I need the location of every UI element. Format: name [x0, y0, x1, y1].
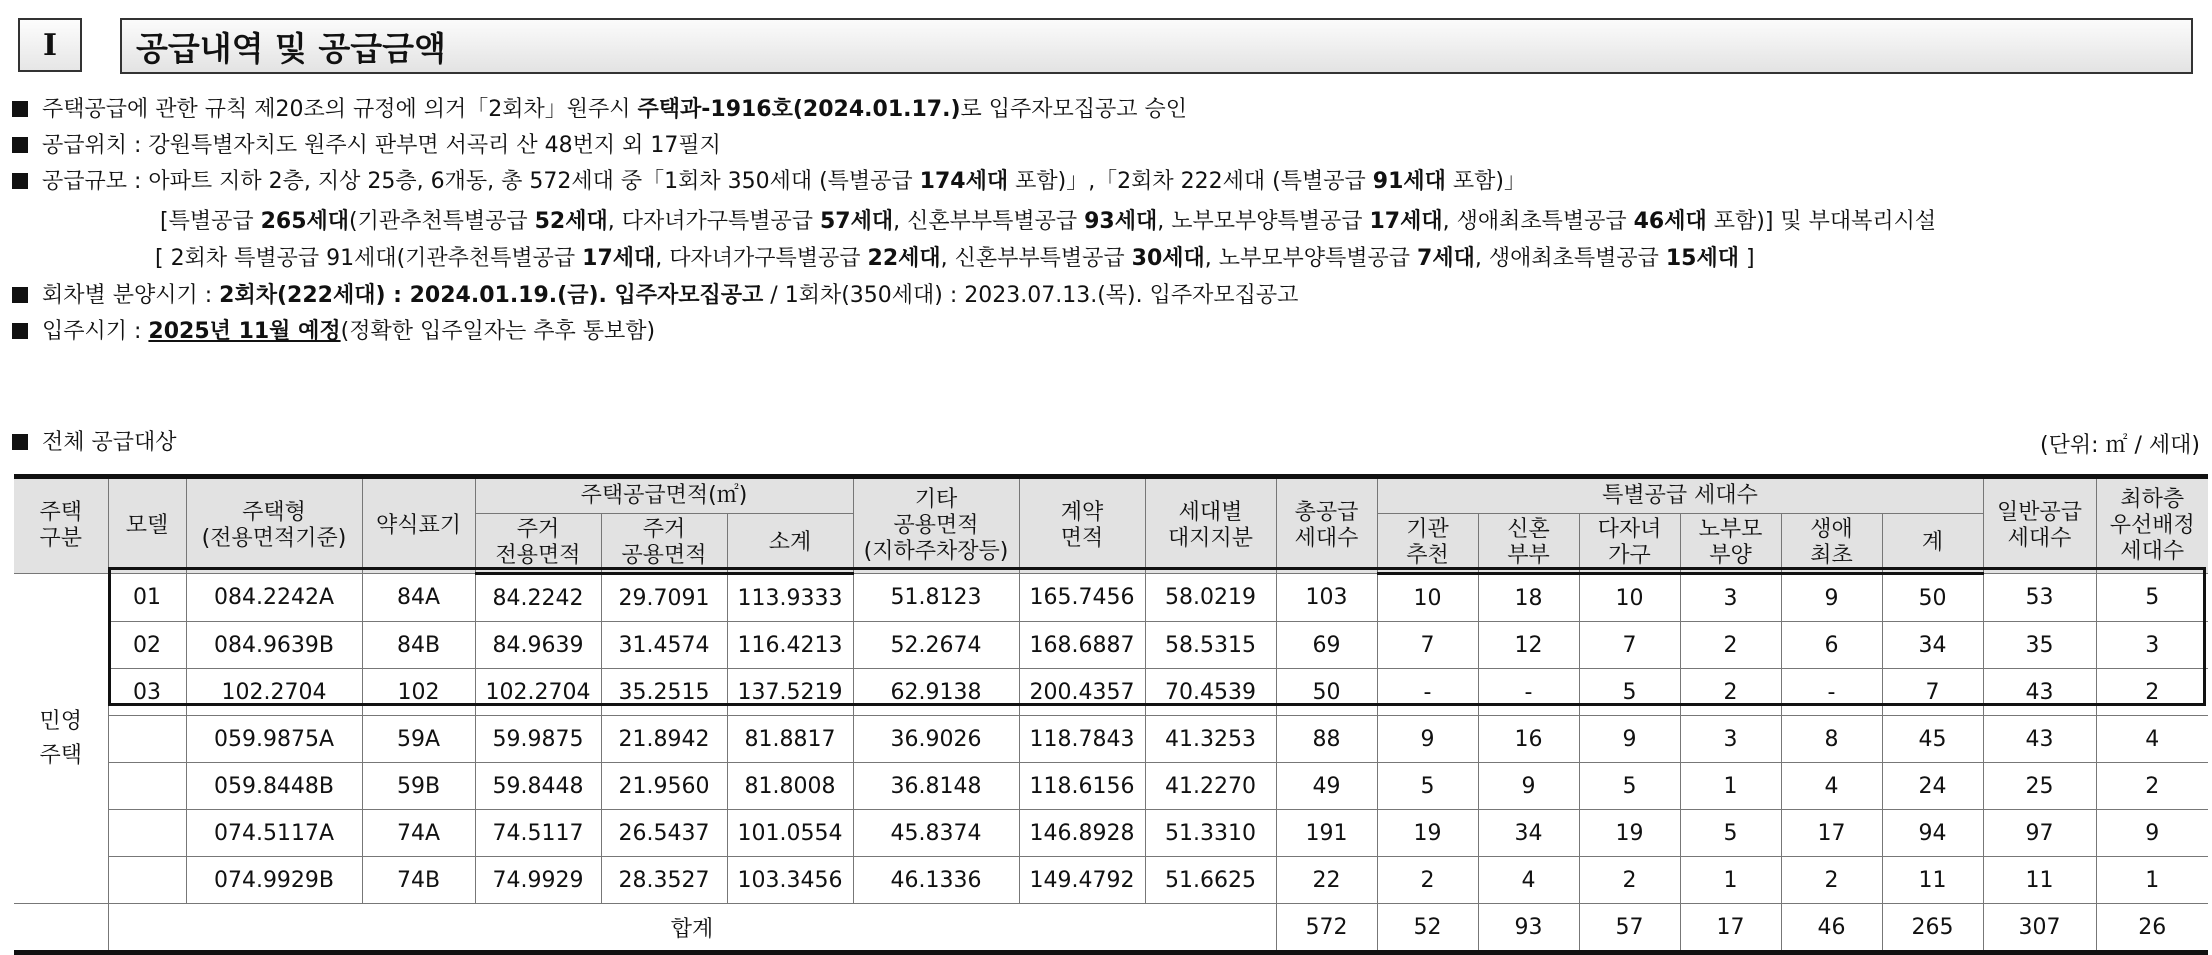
- total-cell-multichild: 57: [1579, 904, 1680, 953]
- cell-exclusive-area: 59.9875: [475, 716, 601, 763]
- text-segment: 17세대: [582, 246, 656, 271]
- cell-lowest-floor: 2: [2096, 669, 2208, 716]
- cell-multichild: 10: [1579, 574, 1680, 622]
- cell-lowest-floor: 1: [2096, 857, 2208, 904]
- cell-house-type: 084.2242A: [186, 574, 362, 622]
- cell-newlywed: 12: [1478, 622, 1579, 669]
- cell-house-type: 074.5117A: [186, 810, 362, 857]
- table-section-label: 전체 공급대상: [42, 430, 177, 455]
- table-section-heading: [12, 428, 177, 458]
- text-segment: 주택공급에 관한 규칙 제20조의 규정에 의거「2회차」원주시: [42, 97, 638, 122]
- cell-newlywed: 16: [1478, 716, 1579, 763]
- cell-special-sum: 45: [1882, 716, 1983, 763]
- cell-contract-area: 118.7843: [1019, 716, 1145, 763]
- cell-contract-area: 168.6887: [1019, 622, 1145, 669]
- header-housing-type: 주택 구분: [14, 477, 108, 574]
- text-segment: 17세대: [1369, 209, 1443, 234]
- cell-firsttime: 2: [1781, 857, 1882, 904]
- cell-firsttime: 9: [1781, 574, 1882, 622]
- scale-detail-line-2: [155, 244, 1755, 274]
- text-segment: [특별공급: [160, 209, 261, 234]
- header-special-group: 특별공급 세대수: [1377, 477, 1983, 514]
- cell-model: 03: [108, 669, 186, 716]
- bullet-square-icon: [12, 173, 28, 189]
- cell-lowest-floor: 3: [2096, 622, 2208, 669]
- cell-contract-area: 165.7456: [1019, 574, 1145, 622]
- cell-abbr: 84B: [362, 622, 475, 669]
- cell-land-share: 70.4539: [1145, 669, 1276, 716]
- total-cell-firsttime: 46: [1781, 904, 1882, 953]
- cell-exclusive-area: 74.9929: [475, 857, 601, 904]
- cell-institution: 10: [1377, 574, 1478, 622]
- cell-total-supply: 103: [1276, 574, 1377, 622]
- cell-total-supply: 49: [1276, 763, 1377, 810]
- cell-abbr: 59B: [362, 763, 475, 810]
- cell-lowest-floor: 4: [2096, 716, 2208, 763]
- total-cell-elderly: 17: [1680, 904, 1781, 953]
- cell-other-common: 36.9026: [853, 716, 1019, 763]
- bullet-location: [12, 131, 721, 161]
- text-segment: 2회차(222세대) : 2024.01.19.(금). 입주자모집공고: [219, 283, 764, 308]
- cell-land-share: 58.5315: [1145, 622, 1276, 669]
- header-general-supply: 일반공급 세대수: [1983, 477, 2096, 574]
- cell-contract-area: 118.6156: [1019, 763, 1145, 810]
- bullet-square-icon: [12, 101, 28, 117]
- text-segment: 22세대: [867, 246, 941, 271]
- cell-general-supply: 25: [1983, 763, 2096, 810]
- bullet-square-icon: [12, 287, 28, 303]
- cell-subtotal: 103.3456: [727, 857, 853, 904]
- text-segment: 30세대: [1131, 246, 1205, 271]
- text-segment: 15세대: [1665, 246, 1739, 271]
- cell-house-type: 059.9875A: [186, 716, 362, 763]
- cell-exclusive-area: 74.5117: [475, 810, 601, 857]
- text-segment: 포함)」,「2회차 222세대 (특별공급: [1008, 169, 1373, 194]
- text-segment: 57세대: [820, 209, 894, 234]
- header-other-common: 기타 공용면적 (지하주차장등): [853, 477, 1019, 574]
- text-segment: , 신혼부부특별공급: [940, 246, 1132, 271]
- total-label: 합계: [108, 904, 1276, 953]
- header-contract-area: 계약 면적: [1019, 477, 1145, 574]
- cell-abbr: 74B: [362, 857, 475, 904]
- header-area-group: 주택공급면적(㎡): [475, 477, 853, 514]
- supply-table: [14, 474, 2208, 955]
- header-house-type: 주택형 (전용면적기준): [186, 477, 362, 574]
- text-segment: 주택과-1916호(2024.01.17.): [637, 97, 961, 122]
- header-firsttime: 생애 최초: [1781, 514, 1882, 574]
- cell-common-area: 26.5437: [601, 810, 727, 857]
- cell-elderly: 3: [1680, 716, 1781, 763]
- cell-abbr: 59A: [362, 716, 475, 763]
- cell-other-common: 45.8374: [853, 810, 1019, 857]
- text-segment: 입주시기 :: [42, 319, 149, 344]
- cell-exclusive-area: 102.2704: [475, 669, 601, 716]
- header-abbr: 약식표기: [362, 477, 475, 574]
- cell-house-type: 084.9639B: [186, 622, 362, 669]
- cell-common-area: 21.9560: [601, 763, 727, 810]
- cell-lowest-floor: 9: [2096, 810, 2208, 857]
- cell-newlywed: 9: [1478, 763, 1579, 810]
- unit-label: (단위: ㎡ / 세대): [2040, 433, 2200, 458]
- header-multichild: 다자녀 가구: [1579, 514, 1680, 574]
- header-model: 모델: [108, 477, 186, 574]
- text-segment: , 생애최초특별공급: [1474, 246, 1666, 271]
- cell-model: [108, 857, 186, 904]
- text-segment: 공급규모 : 아파트 지하 2층, 지상 25층, 6개동, 총 572세대 중「1회차 350세대 (특별공급: [42, 169, 920, 194]
- cell-other-common: 46.1336: [853, 857, 1019, 904]
- header-newlywed: 신혼 부부: [1478, 514, 1579, 574]
- text-segment: 52세대: [534, 209, 608, 234]
- header-institution: 기관 추천: [1377, 514, 1478, 574]
- scale-detail-line-1: [160, 207, 1936, 237]
- cell-firsttime: 6: [1781, 622, 1882, 669]
- cell-model: [108, 763, 186, 810]
- header-exclusive-area: 주거 전용면적: [475, 514, 601, 574]
- cell-special-sum: 94: [1882, 810, 1983, 857]
- total-cell-newlywed: 93: [1478, 904, 1579, 953]
- cell-total-supply: 50: [1276, 669, 1377, 716]
- cell-common-area: 28.3527: [601, 857, 727, 904]
- text-segment: 7세대: [1417, 246, 1475, 271]
- text-segment: (정확한 입주일자는 추후 통보함): [340, 319, 656, 344]
- cell-total-supply: 22: [1276, 857, 1377, 904]
- cell-subtotal: 116.4213: [727, 622, 853, 669]
- cell-subtotal: 113.9333: [727, 574, 853, 622]
- text-segment: 174세대: [919, 169, 1009, 194]
- cell-elderly: 5: [1680, 810, 1781, 857]
- cell-elderly: 3: [1680, 574, 1781, 622]
- cell-multichild: 5: [1579, 763, 1680, 810]
- cell-land-share: 58.0219: [1145, 574, 1276, 622]
- cell-total-supply: 191: [1276, 810, 1377, 857]
- cell-special-sum: 7: [1882, 669, 1983, 716]
- text-segment: ]: [1738, 246, 1755, 271]
- section-title: 공급내역 및 공급금액: [120, 18, 2193, 74]
- total-blank-cell: [14, 904, 108, 953]
- cell-contract-area: 146.8928: [1019, 810, 1145, 857]
- cell-other-common: 36.8148: [853, 763, 1019, 810]
- table-row: [14, 669, 2208, 716]
- header-lowest-floor: 최하층 우선배정 세대수: [2096, 477, 2208, 574]
- bullet-scale: [12, 167, 1526, 197]
- text-segment: , 다자녀가구특별공급: [607, 209, 820, 234]
- text-segment: 포함)」: [1445, 169, 1526, 194]
- text-segment: , 노부모부양특별공급: [1204, 246, 1418, 271]
- cell-institution: 9: [1377, 716, 1478, 763]
- table-row: [14, 574, 2208, 622]
- cell-special-sum: 11: [1882, 857, 1983, 904]
- cell-common-area: 35.2515: [601, 669, 727, 716]
- cell-firsttime: 17: [1781, 810, 1882, 857]
- table-row: [14, 857, 2208, 904]
- text-segment: 46세대: [1633, 209, 1707, 234]
- cell-institution: -: [1377, 669, 1478, 716]
- category-cell: 민영 주택: [14, 574, 108, 904]
- bullet-square-icon: [12, 323, 28, 339]
- text-segment: 로 입주자모집공고 승인: [960, 97, 1188, 122]
- header-total-supply: 총공급 세대수: [1276, 477, 1377, 574]
- total-cell-total-supply: 572: [1276, 904, 1377, 953]
- table-row: [14, 810, 2208, 857]
- cell-institution: 5: [1377, 763, 1478, 810]
- text-segment: [ 2회차 특별공급 91세대(기관추천특별공급: [155, 246, 583, 271]
- cell-contract-area: 149.4792: [1019, 857, 1145, 904]
- cell-special-sum: 50: [1882, 574, 1983, 622]
- cell-general-supply: 11: [1983, 857, 2096, 904]
- cell-other-common: 51.8123: [853, 574, 1019, 622]
- cell-total-supply: 88: [1276, 716, 1377, 763]
- cell-newlywed: 4: [1478, 857, 1579, 904]
- cell-land-share: 51.3310: [1145, 810, 1276, 857]
- total-cell-lowest-floor: 26: [2096, 904, 2208, 953]
- cell-subtotal: 81.8008: [727, 763, 853, 810]
- cell-house-type: 074.9929B: [186, 857, 362, 904]
- cell-general-supply: 35: [1983, 622, 2096, 669]
- text-segment: (기관추천특별공급: [349, 209, 535, 234]
- cell-common-area: 21.8942: [601, 716, 727, 763]
- bullet-square-icon: [12, 137, 28, 153]
- cell-lowest-floor: 2: [2096, 763, 2208, 810]
- cell-elderly: 1: [1680, 857, 1781, 904]
- cell-institution: 2: [1377, 857, 1478, 904]
- header-special-sum: 계: [1882, 514, 1983, 574]
- bullet-sale-period: [12, 281, 1298, 311]
- cell-general-supply: 53: [1983, 574, 2096, 622]
- cell-abbr: 84A: [362, 574, 475, 622]
- cell-newlywed: 18: [1478, 574, 1579, 622]
- cell-model: [108, 810, 186, 857]
- text-segment: 회차별 분양시기 :: [42, 283, 220, 308]
- cell-special-sum: 34: [1882, 622, 1983, 669]
- cell-multichild: 9: [1579, 716, 1680, 763]
- table-row: [14, 763, 2208, 810]
- cell-exclusive-area: 84.2242: [475, 574, 601, 622]
- text-segment: 2025년 11월 예정: [148, 319, 341, 344]
- cell-model: 02: [108, 622, 186, 669]
- table-row: [14, 622, 2208, 669]
- cell-common-area: 31.4574: [601, 622, 727, 669]
- total-cell-institution: 52: [1377, 904, 1478, 953]
- text-segment: 265세대: [260, 209, 350, 234]
- cell-land-share: 41.3253: [1145, 716, 1276, 763]
- text-segment: 공급위치 : 강원특별자치도 원주시 판부면 서곡리 산 48번지 외 17필지: [42, 133, 721, 158]
- table-row: [14, 716, 2208, 763]
- header-common-area: 주거 공용면적: [601, 514, 727, 574]
- cell-firsttime: 8: [1781, 716, 1882, 763]
- cell-institution: 7: [1377, 622, 1478, 669]
- cell-contract-area: 200.4357: [1019, 669, 1145, 716]
- cell-exclusive-area: 59.8448: [475, 763, 601, 810]
- cell-subtotal: 137.5219: [727, 669, 853, 716]
- cell-special-sum: 24: [1882, 763, 1983, 810]
- cell-land-share: 41.2270: [1145, 763, 1276, 810]
- cell-elderly: 2: [1680, 622, 1781, 669]
- cell-elderly: 2: [1680, 669, 1781, 716]
- cell-general-supply: 97: [1983, 810, 2096, 857]
- text-segment: , 노부모부양특별공급: [1157, 209, 1370, 234]
- text-segment: / 1회차(350세대) : 2023.07.13.(목). 입주자모집공고: [763, 283, 1299, 308]
- cell-elderly: 1: [1680, 763, 1781, 810]
- header-elderly: 노부모 부양: [1680, 514, 1781, 574]
- text-segment: 93세대: [1084, 209, 1158, 234]
- cell-model: 01: [108, 574, 186, 622]
- total-row: [14, 904, 2208, 953]
- cell-other-common: 52.2674: [853, 622, 1019, 669]
- cell-firsttime: -: [1781, 669, 1882, 716]
- cell-multichild: 19: [1579, 810, 1680, 857]
- cell-lowest-floor: 5: [2096, 574, 2208, 622]
- cell-other-common: 62.9138: [853, 669, 1019, 716]
- total-cell-special-sum: 265: [1882, 904, 1983, 953]
- text-segment: 91세대: [1372, 169, 1446, 194]
- cell-abbr: 102: [362, 669, 475, 716]
- cell-abbr: 74A: [362, 810, 475, 857]
- cell-firsttime: 4: [1781, 763, 1882, 810]
- text-segment: 포함)] 및 부대복리시설: [1706, 209, 1937, 234]
- cell-institution: 19: [1377, 810, 1478, 857]
- cell-house-type: 059.8448B: [186, 763, 362, 810]
- cell-subtotal: 81.8817: [727, 716, 853, 763]
- section-number: I: [18, 18, 82, 72]
- cell-model: [108, 716, 186, 763]
- bullet-approval: [12, 95, 1187, 125]
- text-segment: , 생애최초특별공급: [1442, 209, 1634, 234]
- cell-land-share: 51.6625: [1145, 857, 1276, 904]
- cell-common-area: 29.7091: [601, 574, 727, 622]
- cell-total-supply: 69: [1276, 622, 1377, 669]
- cell-house-type: 102.2704: [186, 669, 362, 716]
- text-segment: , 신혼부부특별공급: [893, 209, 1085, 234]
- cell-general-supply: 43: [1983, 716, 2096, 763]
- cell-multichild: 5: [1579, 669, 1680, 716]
- header-subtotal: 소계: [727, 514, 853, 574]
- cell-newlywed: 34: [1478, 810, 1579, 857]
- text-segment: , 다자녀가구특별공급: [655, 246, 868, 271]
- bullet-square-icon: [12, 434, 28, 450]
- header-land-share: 세대별 대지지분: [1145, 477, 1276, 574]
- cell-subtotal: 101.0554: [727, 810, 853, 857]
- cell-exclusive-area: 84.9639: [475, 622, 601, 669]
- bullet-move-in: [12, 317, 655, 347]
- cell-multichild: 7: [1579, 622, 1680, 669]
- cell-general-supply: 43: [1983, 669, 2096, 716]
- total-cell-general-supply: 307: [1983, 904, 2096, 953]
- cell-newlywed: -: [1478, 669, 1579, 716]
- cell-multichild: 2: [1579, 857, 1680, 904]
